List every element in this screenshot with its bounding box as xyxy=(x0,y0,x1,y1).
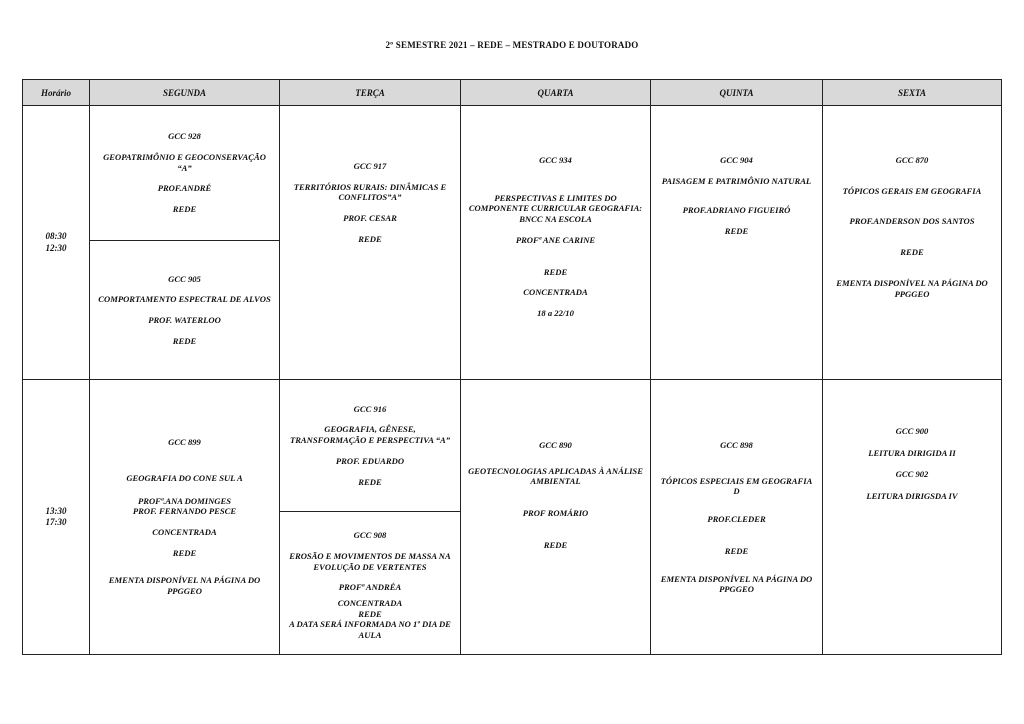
course-modality: REDE xyxy=(172,547,197,558)
time-morning xyxy=(23,106,90,380)
course-title: TERRITÓRIOS RURAIS: DINÂMICAS E CONFLITOS”A” xyxy=(293,181,447,203)
course-note: EMENTA DISPONÍVEL NA PÁGINA DO PPGGEO xyxy=(836,277,988,299)
course-modality: REDE xyxy=(358,476,382,487)
course-code: GCC 917 xyxy=(353,161,387,171)
course-modality: REDE xyxy=(543,266,568,277)
course-code: GCC 908 xyxy=(353,530,387,541)
course-title: LEITURA DIRIGIDA II xyxy=(868,447,956,458)
course-title: GEOGRAFIA, GÊNESE, TRANSFORMAÇÃO E PERSPECTIVA “A” xyxy=(289,424,451,446)
course-gcc-904 xyxy=(651,106,823,380)
course-format: CONCENTRADA xyxy=(523,287,588,298)
course-professor: PROFª ANE CARINE xyxy=(515,234,596,245)
course-gcc-917 xyxy=(280,106,461,380)
course-professor: PROFª.ANA DOMINGES xyxy=(137,495,232,506)
course-professor: PROF. WATERLOO xyxy=(148,315,221,325)
course-code: GCC 900 xyxy=(895,426,929,436)
course-professor: PROF.CLEDER xyxy=(707,514,766,525)
schedule-table xyxy=(22,79,1002,655)
course-professor: PROF. CESAR xyxy=(343,213,397,224)
time-start: 13:30 xyxy=(45,505,67,516)
page-title: 2º SEMESTRE 2021 – REDE – MESTRADO E DOUTORADO xyxy=(385,40,639,50)
course-modality: REDE xyxy=(358,608,382,619)
course-gcc-900-902 xyxy=(823,380,1001,654)
course-professor: PROF. EDUARDO xyxy=(335,455,405,466)
course-note: EMENTA DISPONÍVEL NA PÁGINA DO PPGGEO xyxy=(660,573,813,595)
time-end: 17:30 xyxy=(45,517,67,527)
header-horario: Horário xyxy=(23,80,90,106)
course-code-2: GCC 902 xyxy=(895,469,929,480)
course-code: GCC 870 xyxy=(895,155,929,165)
header-terca: TERÇA xyxy=(280,80,461,106)
course-professor: PROFª ANDRÉA xyxy=(338,582,402,593)
course-professor: PROF ROMÁRIO xyxy=(522,508,589,519)
course-professor-2: PROF. FERNANDO PESCE xyxy=(132,506,237,517)
header-segunda: SEGUNDA xyxy=(90,80,280,106)
course-modality: REDE xyxy=(358,233,382,244)
time-end: 12:30 xyxy=(45,242,67,253)
course-code: GCC 890 xyxy=(539,440,572,450)
course-code: GCC 904 xyxy=(720,155,753,165)
course-title: PERSPECTIVAS E LIMITES DO COMPONENTE CURRICULAR GEOGRAFIA: BNCC NA ESCOLA xyxy=(468,192,643,225)
course-gcc-928 xyxy=(90,106,280,241)
header-quarta: QUARTA xyxy=(461,80,651,106)
course-code: GCC 934 xyxy=(539,155,572,165)
course-gcc-899 xyxy=(90,380,280,654)
time-start: 08:30 xyxy=(45,231,67,242)
course-gcc-870 xyxy=(823,106,1001,380)
course-title: COMPORTAMENTO ESPECTRAL DE ALVOS xyxy=(98,294,271,305)
course-title: EROSÃO E MOVIMENTOS DE MASSA NA EVOLUÇÃO DE VERTENTES xyxy=(289,550,451,572)
header-sexta: SEXTA xyxy=(823,80,1001,106)
course-code: GCC 916 xyxy=(353,403,387,414)
course-modality: REDE xyxy=(724,545,749,556)
course-note: EMENTA DISPONÍVEL NA PÁGINA DO PPGGEO xyxy=(108,575,261,597)
course-title-2: LEITURA DIRIGSDA IV xyxy=(866,491,958,502)
course-format: CONCENTRADA xyxy=(337,598,403,608)
course-dates: 18 a 22/10 xyxy=(537,308,574,319)
course-gcc-908 xyxy=(280,512,461,654)
course-modality: REDE xyxy=(900,247,924,258)
course-title: TÓPICOS GERAIS EM GEOGRAFIA xyxy=(842,185,982,196)
course-code: GCC 898 xyxy=(720,440,753,450)
course-title: TÓPICOS ESPECIAIS EM GEOGRAFIA D xyxy=(660,475,813,497)
course-professor: PROF.ANDRÉ xyxy=(157,183,212,194)
course-gcc-934 xyxy=(461,106,651,380)
time-afternoon xyxy=(23,380,90,654)
course-modality: REDE xyxy=(724,226,749,237)
course-modality: REDE xyxy=(543,539,568,550)
course-modality: REDE xyxy=(172,335,197,346)
course-gcc-890 xyxy=(461,380,651,654)
course-professor: PROF.ADRIANO FIGUEIRÓ xyxy=(682,205,791,216)
course-gcc-898 xyxy=(651,380,823,654)
course-code: GCC 905 xyxy=(168,273,201,284)
course-title: GEOPATRIMÔNIO E GEOCONSERVAÇÃO “A” xyxy=(103,151,266,173)
header-quinta: QUINTA xyxy=(651,80,823,106)
course-note: A DATA SERÁ INFORMADA NO 1º DIA DE AULA xyxy=(289,619,451,641)
course-format: CONCENTRADA xyxy=(152,527,217,537)
course-modality: REDE xyxy=(172,204,197,215)
course-code: GCC 899 xyxy=(168,437,201,448)
course-code: GCC 928 xyxy=(168,131,201,142)
course-title: PAISAGEM E PATRIMÔNIO NATURAL xyxy=(661,175,812,186)
course-gcc-916 xyxy=(280,380,461,512)
course-title: GEOGRAFIA DO CONE SUL A xyxy=(126,472,243,483)
course-title: GEOTECNOLOGIAS APLICADAS À ANÁLISE AMBIENTAL xyxy=(468,465,643,487)
course-gcc-905 xyxy=(90,241,280,380)
course-professor: PROF.ANDERSON DOS SANTOS xyxy=(849,216,975,227)
